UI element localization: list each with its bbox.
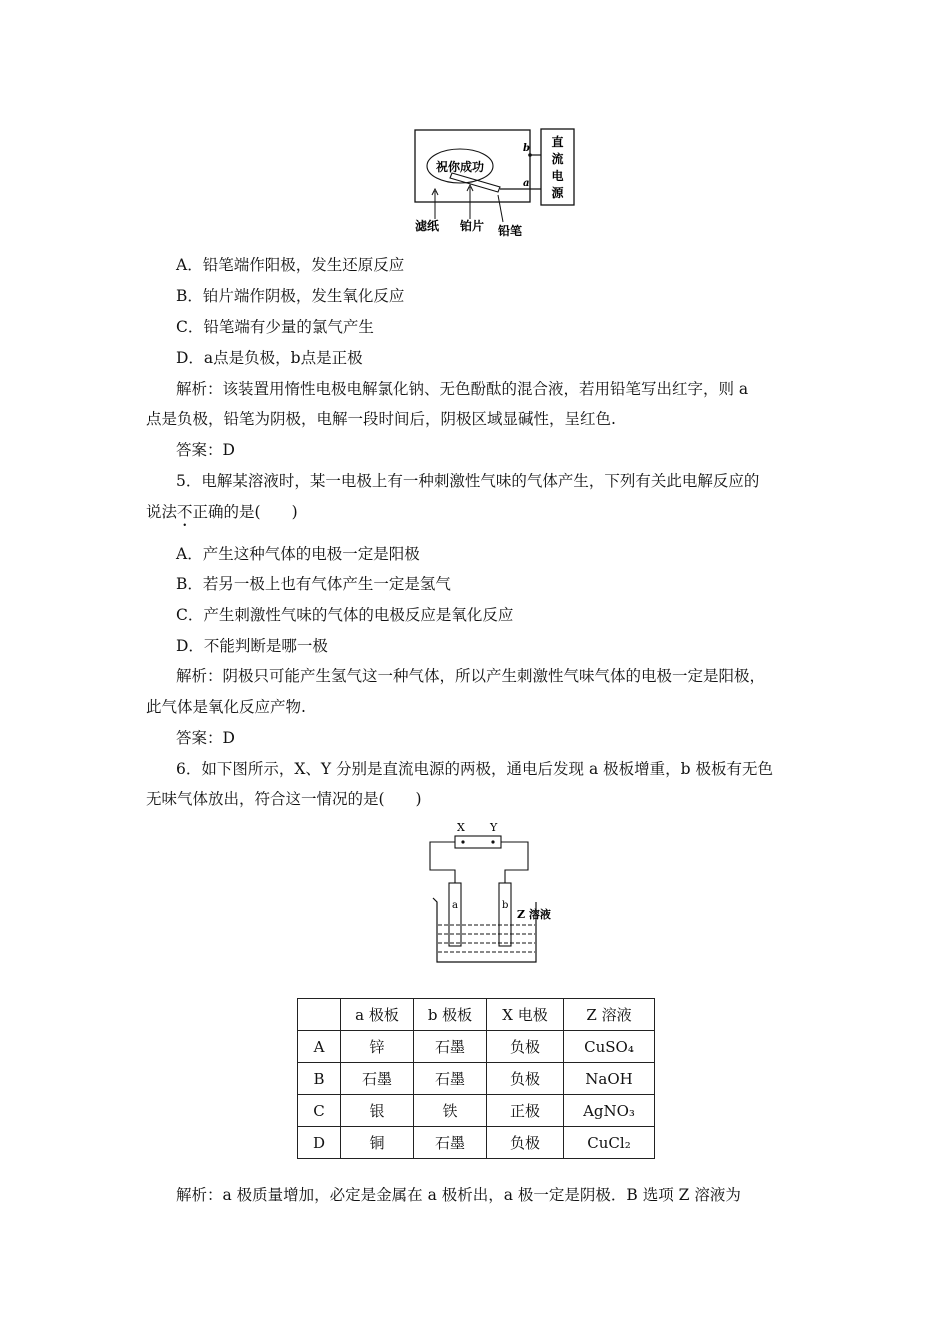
table-cell: 石墨 [414,1127,487,1159]
table-row [298,1031,655,1063]
table-cell: C [298,1095,341,1127]
arrow-pencil [498,195,503,222]
table-cell: CuSO₄ [564,1031,655,1063]
q6-stem-line1: 6．如下图所示，X、Y 分别是直流电源的两极，通电后发现 a 极板增重，b 极板有无色 [176,760,774,778]
table-cell: 锌 [341,1031,414,1063]
power-label-1: 直 [551,135,564,149]
power-label-2: 流 [551,152,564,166]
electrode-a [449,883,461,946]
label-pt: 铂片 [460,219,485,233]
table-header-row [298,999,655,1031]
table-cell: B [298,1063,341,1095]
table-header-cell: a 极板 [341,999,414,1031]
label-filter-paper: 滤纸 [415,219,440,233]
q4-answer: 答案：D [176,441,235,459]
q5-option-b: B．若另一极上也有气体产生一定是氢气 [176,575,451,593]
terminal-x [461,840,464,843]
table-row [298,1063,655,1095]
q4-option-b: B．铂片端作阴极，发生氧化反应 [176,287,405,305]
q6-analysis-line1: 解析：a 极质量增加，必定是金属在 a 极析出，a 极一定是阴极．B 选项 Z 溶液为 [176,1186,741,1204]
label-a-plate: a [452,900,458,911]
wire-right [501,842,528,883]
q5-stem-part3: 正确的是( ) [192,503,298,521]
table-cell: NaOH [564,1063,655,1095]
table-header-cell: b 极板 [414,999,487,1031]
label-pencil: 铅笔 [498,224,523,238]
electrolysis-filter-paper-figure [410,125,590,240]
table-cell: 负极 [487,1031,564,1063]
table-cell: 负极 [487,1063,564,1095]
q5-stem-part1: 说法 [146,503,178,521]
terminal-y [491,840,494,843]
q4-option-d: D．a点是负极，b点是正极 [176,349,363,367]
q5-stem-line1: 5．电解某溶液时，某一电极上有一种刺激性气味的气体产生，下列有关此电解反应的 [176,472,760,490]
table-row [298,1095,655,1127]
table-cell: 银 [341,1095,414,1127]
label-a: a [523,178,530,189]
table-cell: CuCl₂ [564,1127,655,1159]
power-label-3: 电 [551,169,564,183]
table-row [298,1127,655,1159]
table-header-cell: Z 溶液 [564,999,655,1031]
q5-analysis-line2: 此气体是氧化反应产物. [146,698,306,716]
table-cell: 石墨 [414,1031,487,1063]
q4-analysis-line2: 点是负极，铅笔为阴极，电解一段时间后，阴极区域显碱性，呈红色. [146,410,616,428]
table-cell: 石墨 [341,1063,414,1095]
table-cell: 正极 [487,1095,564,1127]
table-header-cell: X 电极 [487,999,564,1031]
table-cell: D [298,1127,341,1159]
q5-analysis-line1: 解析：阴极只可能产生氢气这一种气体，所以产生刺激性气味气体的电极一定是阳极， [176,667,766,685]
electrolytic-cell-figure [425,818,570,968]
table-cell: 铁 [414,1095,487,1127]
table-cell: 负极 [487,1127,564,1159]
ellipse-text: 祝你成功 [435,160,485,174]
wire-left [430,842,455,883]
label-y: Y [490,821,498,834]
q5-answer: 答案：D [176,729,235,747]
q5-option-d: D．不能判断是哪一极 [176,637,328,655]
q5-stem-line2 [146,502,298,522]
q5-emphasis-not: 不 [177,503,193,521]
table-cell: 铜 [341,1127,414,1159]
q6-stem-line2: 无味气体放出，符合这一情况的是( ) [146,790,422,808]
table-cell: 石墨 [414,1063,487,1095]
q4-option-a: A．铅笔端作阳极，发生还原反应 [176,256,405,274]
q4-option-c: C．铅笔端有少量的氯气产生 [176,318,374,336]
q4-analysis-line1: 解析：该装置用惰性电极电解氯化钠、无色酚酞的混合液，若用铅笔写出红字，则 a [176,380,749,398]
label-x: X [457,821,465,834]
q5-option-c: C．产生刺激性气味的气体的电极反应是氧化反应 [176,606,514,624]
q6-options-table [297,998,655,1159]
q5-option-a: A．产生这种气体的电极一定是阳极 [176,545,420,563]
table-cell: AgNO₃ [564,1095,655,1127]
electrode-b [499,883,511,946]
table-cell: A [298,1031,341,1063]
label-z-solution: Z 溶液 [517,908,551,921]
table-header-cell [298,999,341,1031]
label-b: b [523,143,530,154]
label-b-plate: b [502,900,509,911]
power-label-4: 源 [551,186,564,200]
